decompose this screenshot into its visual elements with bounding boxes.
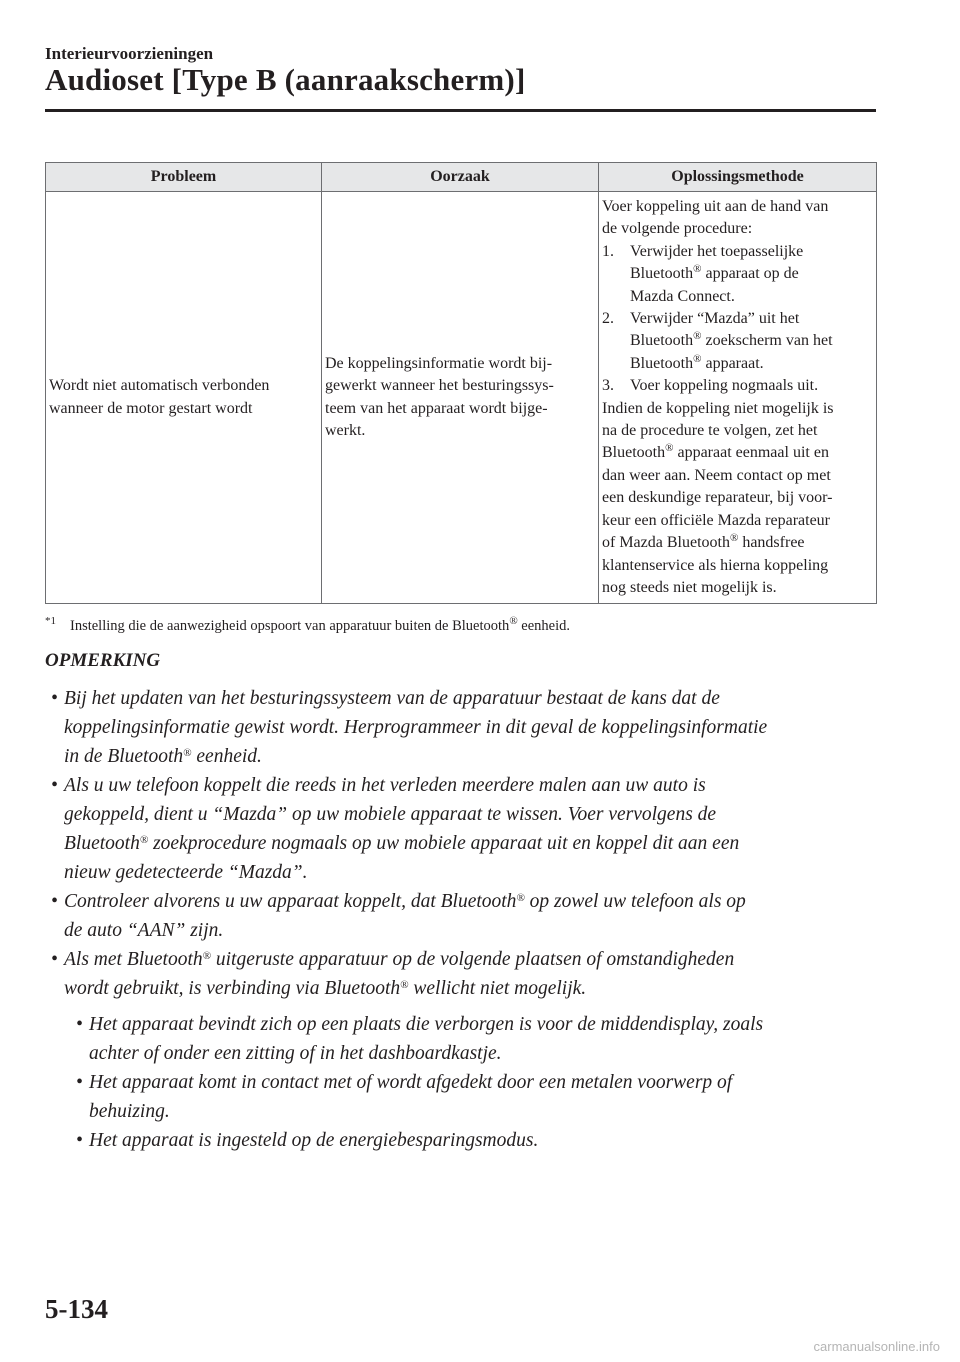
footnote: $^{*1}$ Instelling die de aanwezigheid opspoort van apparatuur buiten de Bluetooth® eenheid.	[45, 615, 571, 634]
list-item: • Als met Bluetooth® uitgeruste apparatuur op de volgende plaatsen of omstandigheden wordt gebruikt, is verbinding via Bluetooth® wellicht niet mogelijk.	[45, 945, 885, 1003]
chapter-title: Audioset [Type B (aanraakscherm)]	[45, 62, 526, 97]
column-header-cause: Oorzaak	[322, 163, 599, 192]
bullet-icon: •	[51, 949, 58, 970]
sub-list-item: • Het apparaat bevindt zich op een plaats die verborgen is voor de middendisplay, zoals achter of onder een zitting of in het dashboardkastje.	[70, 1010, 885, 1068]
troubleshooting-table	[45, 162, 877, 604]
bullet-icon: •	[76, 1072, 83, 1093]
bullet-icon: •	[76, 1130, 83, 1151]
bullet-icon: •	[76, 1014, 83, 1035]
registered-mark: ®	[693, 330, 702, 343]
note-heading: OPMERKING	[45, 650, 161, 671]
bullet-icon: •	[51, 688, 58, 709]
sub-list-item: • Het apparaat is ingesteld op de energiebesparingsmodus.	[70, 1126, 885, 1155]
section-label: Interieurvoorzieningen	[45, 44, 214, 63]
registered-mark: ®	[202, 950, 212, 962]
column-header-solution: Oplossingsmethode	[599, 163, 877, 192]
title-divider	[45, 109, 876, 112]
registered-mark: ®	[183, 747, 192, 759]
registered-mark: ®	[693, 263, 702, 276]
notes-list	[45, 684, 885, 1155]
registered-mark: ®	[693, 352, 702, 365]
sub-list-item: • Het apparaat komt in contact met of wordt afgedekt door een metalen voorwerp of behuizing.	[70, 1068, 885, 1126]
solution-step: 1. Verwijder het toepasselijke Bluetooth® apparaat op de Mazda Connect.	[602, 242, 804, 305]
list-item: • Bij het updaten van het besturingssysteem van de apparatuur bestaat de kans dat de koppelingsinformatie gewist wordt. Herprogrammeer in dit geval de koppelingsinformatie in de Bluetooth® eenheid.	[45, 684, 885, 771]
registered-mark: ®	[665, 442, 674, 455]
bullet-icon: •	[51, 891, 58, 912]
problem-cell: Wordt niet automatisch verbonden wanneer de motor gestart wordt	[46, 192, 322, 604]
registered-mark: ®	[400, 979, 409, 991]
registered-mark: ®	[139, 834, 149, 846]
cause-cell: De koppelingsinformatie wordt bij- gewerkt wanneer het besturingssys- teem van het apparaat wordt bijge- werkt.	[322, 192, 599, 604]
solution-cell: Voer koppeling uit aan de hand van de volgende procedure: 1. Verwijder het toepasselijke Bluetooth® apparaat op de Mazda Connect. 2. Verwijder “Mazda” uit het Bluetooth® zoekscherm van het Bluetooth® apparaat. 3. Voer koppeling nogmaals uit. Indien de koppeling niet mogelijk is na de procedure te volgen, zet het Bluetooth® apparaat eenmaal uit en dan weer aan. Neem contact op met een deskundige reparateur, bij voor- keur een officiële Mazda reparateur of Mazda Bluetooth® handsfree klantenservice als hierna koppeling nog steeds niet mogelijk is.	[599, 192, 877, 604]
watermark: carmanualsonline.info	[813, 1339, 940, 1354]
solution-step: 3. Voer koppeling nogmaals uit.	[602, 377, 819, 395]
registered-mark: ®	[729, 532, 739, 545]
table-row	[46, 192, 877, 604]
footnote-mark: *1	[45, 615, 56, 627]
solution-step: 2. Verwijder “Mazda” uit het Bluetooth® zoekscherm van het Bluetooth® apparaat.	[602, 310, 833, 372]
registered-mark: ®	[509, 615, 518, 627]
list-item: • Controleer alvorens u uw apparaat koppelt, dat Bluetooth® op zowel uw telefoon als op de auto “AAN” zijn.	[45, 887, 885, 945]
page-number: 5-134	[45, 1294, 108, 1324]
list-item: • Als u uw telefoon koppelt die reeds in het verleden meerdere malen aan uw auto is gekoppeld, dient u “Mazda” op uw mobiele apparaat te wissen. Voer vervolgens de Bluetooth® zoekprocedure nogmaals op uw mobiele apparaat uit en koppel dit aan een nieuw gedetecteerde “Mazda”.	[45, 771, 885, 887]
registered-mark: ®	[516, 892, 525, 904]
bullet-icon: •	[51, 775, 58, 796]
column-header-problem: Probleem	[46, 163, 322, 192]
table-header-row	[46, 163, 877, 192]
